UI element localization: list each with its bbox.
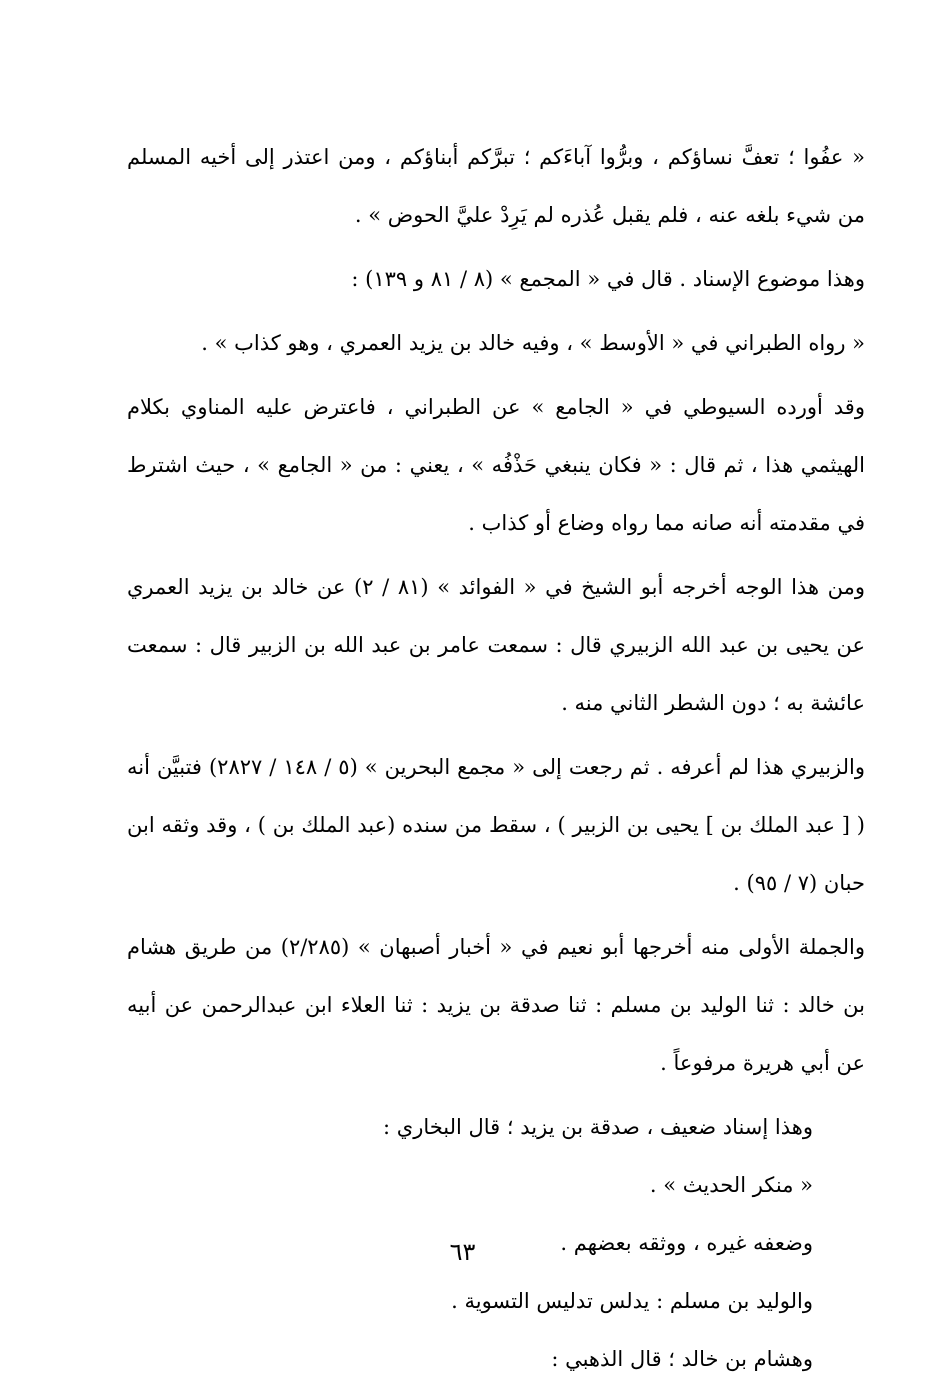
abu-shaykh-paragraph: ومن هذا الوجه أخرجه أبو الشيخ في « الفوائد » (٨١ / ٢) عن خالد بن يزيد العمري عن يحيى بن عبد الله الزبيري قال : سمعت عامر بن عبد الله بن الزبير قال : سمعت عائشة به ؛ دون الشطر الثاني منه . bbox=[127, 575, 866, 715]
isnad-comment-paragraph: وهذا موضوع الإسناد . قال في « المجمع » (٨ / ٨١ و ١٣٩) : bbox=[351, 267, 865, 291]
weak-isnad-line: وهذا إسناد ضعيف ، صدقة بن يزيد ؛ قال البخاري : bbox=[383, 1115, 813, 1139]
page-number: ٦٣ bbox=[449, 1238, 476, 1266]
hisham-line: وهشام بن خالد ؛ قال الذهبي : bbox=[551, 1347, 813, 1371]
abu-nuaym-paragraph: والجملة الأولى منه أخرجها أبو نعيم في « أخبار أصبهان » (٢/٢٨٥) من طريق هشام بن خالد : ثنا الوليد بن مسلم : ثنا صدقة بن يزيد : ثنا العلاء ابن عبدالرحمن عن أبيه عن أبي هريرة مرفوعاً . bbox=[127, 935, 865, 1075]
suyuti-paragraph: وقد أورده السيوطي في « الجامع » عن الطبراني ، فاعترض عليه المناوي بكلام الهيثمي هذا ، ثم قال : « فكان ينبغي حَذْفُه » ، يعني : من « الجامع » ، حيث اشترط في مقدمته أنه صانه مما رواه وضاع أو كذاب . bbox=[127, 395, 865, 535]
majma-quote-paragraph: « رواه الطبراني في « الأوسط » ، وفيه خالد بن يزيد العمري ، وهو كذاب » . bbox=[201, 331, 865, 355]
weakened-line: وضعفه غيره ، ووثقه بعضهم . bbox=[560, 1231, 813, 1255]
munkar-line: « منكر الحديث » . bbox=[649, 1173, 813, 1197]
body-text bbox=[127, 128, 865, 1388]
walid-line: والوليد بن مسلم : يدلس تدليس التسوية . bbox=[451, 1289, 813, 1313]
hadith-quote-paragraph: « عفُوا ؛ تعفَّ نساؤكم ، وبرُّوا آباءَكم ؛ تبرَّكم أبناؤكم ، ومن اعتذر إلى أخيه المسلم من شيء بلغه عنه ، فلم يقبل عُذره لم يَرِدْ عليَّ الحوض » . bbox=[127, 145, 865, 227]
zubayri-paragraph: والزبيري هذا لم أعرفه . ثم رجعت إلى « مجمع البحرين » (٥ / ١٤٨ / ٢٨٢٧) فتبيَّن أنه ( [ عبد الملك بن ] يحيى بن الزبير ) ، سقط من سنده (عبد الملك بن ) ، وقد وثقه ابن حبان (٧ / ٩٥) . bbox=[127, 755, 865, 895]
